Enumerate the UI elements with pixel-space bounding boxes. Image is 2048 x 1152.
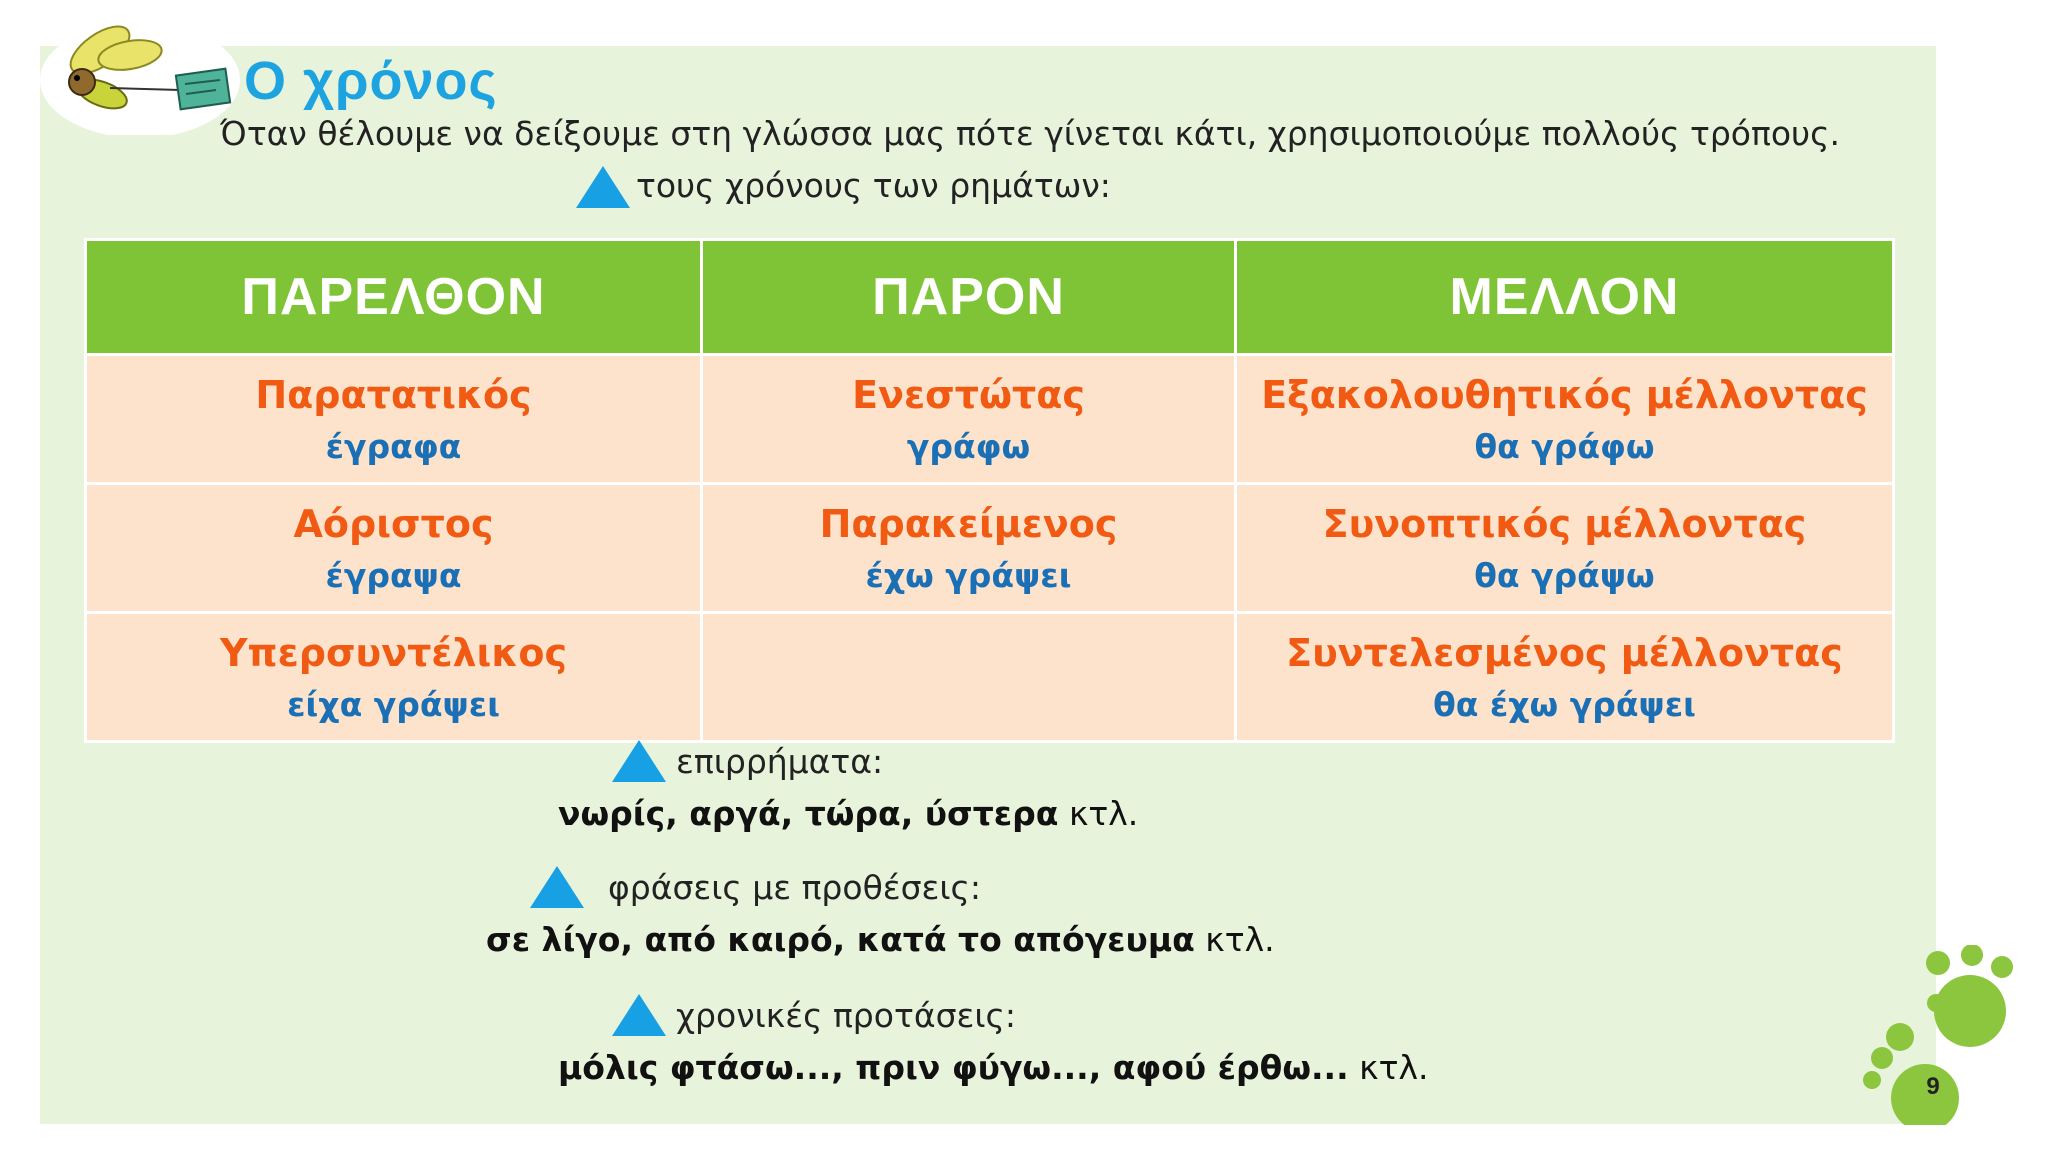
table-cell (1236, 613, 1894, 742)
tense-example: θα έχω γράψει (1433, 684, 1696, 724)
triangle-bullet-icon (576, 166, 630, 208)
tense-example: έγραψα (325, 555, 462, 595)
firefly-logo (30, 10, 240, 135)
tense-example: έχω γράψει (865, 555, 1072, 595)
examples-suffix: κτλ. (1058, 794, 1139, 833)
tense-example: είχα γράψει (287, 684, 500, 724)
intro-sentence: Όταν θέλουμε να δείξουμε στη γλώσσα μας πότε γίνεται κάτι, χρησιμοποιούμε πολλούς τρόπους. (220, 114, 1840, 153)
table-cell (1236, 484, 1894, 613)
tense-name: Υπερσυντέλικος (220, 630, 567, 675)
tenses-table (84, 238, 1895, 743)
tense-example: θα γράψω (1474, 555, 1655, 595)
tense-name: Συντελεσμένος μέλλοντας (1286, 630, 1843, 675)
bullet-clauses-label: χρονικές προτάσεις: (676, 996, 1016, 1035)
tense-example: θα γράφω (1474, 426, 1655, 466)
examples-bold: σε λίγο, από καιρό, κατά το απόγευμα (486, 920, 1195, 959)
bullet-prepositional-examples (486, 920, 1275, 959)
table-cell (86, 484, 702, 613)
table-header-row (86, 240, 1894, 355)
tense-name: Αόριστος (293, 501, 494, 546)
header-future: ΜΕΛΛΟΝ (1236, 240, 1894, 355)
table-cell (1236, 355, 1894, 484)
examples-suffix: κτλ. (1348, 1048, 1429, 1087)
tense-name: Παρακείμενος (819, 501, 1118, 546)
triangle-bullet-icon (612, 994, 666, 1036)
table-cell (702, 484, 1236, 613)
examples-bold: νωρίς, αργά, τώρα, ύστερα (558, 794, 1059, 833)
table-cell (86, 355, 702, 484)
tense-name: Συνοπτικός μέλλοντας (1322, 501, 1807, 546)
table-row (86, 355, 1894, 484)
tense-example: έγραφα (325, 426, 462, 466)
bullet-adverbs-label: επιρρήματα: (676, 742, 884, 781)
triangle-bullet-icon (612, 740, 666, 782)
tense-name: Παρατατικός (255, 372, 532, 417)
examples-suffix: κτλ. (1194, 920, 1275, 959)
table-cell (86, 613, 702, 742)
triangle-bullet-icon (530, 866, 584, 908)
table-row (86, 613, 1894, 742)
bullet-prepositional-label: φράσεις με προθέσεις: (608, 868, 982, 907)
slide-title: Ο χρόνος (244, 51, 498, 111)
examples-bold: μόλις φτάσω..., πριν φύγω..., αφού έρθω... (558, 1048, 1349, 1087)
tense-name: Ενεστώτας (852, 372, 1085, 417)
bullet-clauses-examples (558, 1048, 1428, 1087)
table-row (86, 484, 1894, 613)
header-present: ΠΑΡΟΝ (702, 240, 1236, 355)
tense-name: Εξακολουθητικός μέλλοντας (1261, 372, 1868, 417)
bullet-verb-tenses: τους χρόνους των ρημάτων: (636, 166, 1111, 205)
header-past: ΠΑΡΕΛΘΟΝ (86, 240, 702, 355)
page-number: 9 (1926, 1073, 1940, 1100)
bullet-adverbs-examples (558, 794, 1138, 833)
table-cell (702, 355, 1236, 484)
table-cell-empty (702, 613, 1236, 742)
tense-example: γράφω (906, 426, 1031, 466)
